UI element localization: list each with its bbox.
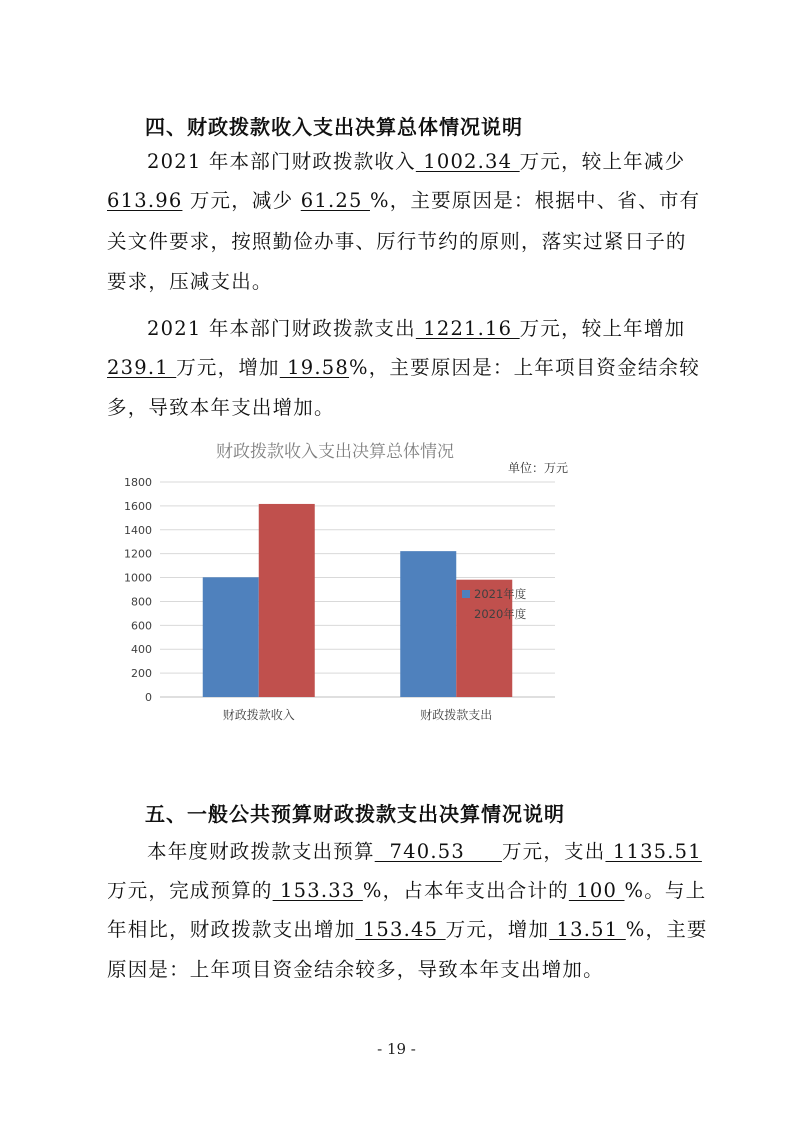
bar — [203, 577, 259, 697]
legend-label: 2020年度 — [474, 607, 527, 621]
y-tick-label: 1600 — [124, 499, 152, 513]
chart-unit-note: 单位：万元 — [507, 461, 568, 475]
section-5-heading: 五、一般公共预算财政拨款支出决算情况说明 — [145, 802, 565, 826]
section-5-line-3 — [107, 914, 708, 942]
x-tick-label: 财政拨款收入 — [222, 708, 295, 722]
text: 万元，较上年减少 — [519, 150, 686, 173]
y-tick-label: 200 — [131, 667, 152, 681]
paragraph-2-line-1 — [147, 313, 685, 341]
text: 万元，支出 — [501, 840, 606, 863]
paragraph-1-line-2 — [107, 185, 700, 213]
section-4-heading: 四、财政拨款收入支出决算总体情况说明 — [145, 115, 523, 139]
text: %，主要 — [625, 918, 708, 941]
y-tick-label: 1200 — [124, 547, 152, 561]
page-number: - 19 - — [377, 1040, 416, 1058]
section-5-line-1 — [147, 836, 702, 864]
y-tick-label: 800 — [131, 595, 152, 609]
y-tick-label: 1400 — [124, 523, 152, 537]
increase-percent: 13.51 — [549, 918, 626, 941]
bar — [259, 504, 315, 697]
chart-title: 财政拨款收入支出决算总体情况 — [216, 442, 454, 462]
text: 2021 年本部门财政拨款支出 — [147, 317, 416, 340]
expense-2021-value: 1221.16 — [415, 317, 520, 340]
y-axis-ticks — [124, 476, 152, 704]
legend-swatch — [462, 610, 470, 618]
paragraph-2-line-2 — [107, 352, 700, 380]
legend-swatch — [462, 590, 470, 598]
bar-chart — [100, 430, 570, 730]
section-5-line-4: 原因是：上年项目资金结余较多，导致本年支出增加。 — [107, 958, 604, 981]
text: 万元，增加 — [445, 918, 550, 941]
paragraph-1-line-1 — [147, 146, 685, 174]
expense-increase-value: 239.1 — [107, 356, 177, 379]
paragraph-1-line-4: 要求，压减支出。 — [107, 270, 273, 293]
paragraph-1-line-3: 关文件要求，按照勤俭办事、厉行节约的原则，落实过紧日子的 — [107, 230, 687, 253]
bar — [400, 551, 456, 697]
income-decrease-value: 613.96 — [107, 189, 183, 212]
y-tick-label: 1000 — [124, 571, 152, 585]
legend-label: 2021年度 — [474, 587, 527, 601]
y-tick-label: 400 — [131, 643, 152, 657]
budget-value: 740.53 — [374, 840, 502, 863]
expense-increase-percent: 19.58 — [279, 356, 349, 379]
increase-value: 153.45 — [355, 918, 446, 941]
expense-value: 1135.51 — [605, 840, 702, 863]
income-decrease-percent: 61.25 — [300, 189, 370, 212]
text: %，主要原因是：根据中、省、市有 — [369, 189, 701, 212]
text: 年相比，财政拨款支出增加 — [107, 918, 356, 941]
paragraph-2-line-3: 多，导致本年支出增加。 — [107, 396, 335, 419]
income-2021-value: 1002.34 — [415, 150, 520, 173]
y-tick-label: 600 — [131, 619, 152, 633]
y-tick-label: 1800 — [124, 476, 152, 489]
text: %，主要原因是：上年项目资金结余较 — [348, 356, 700, 379]
total-share-percent: 100 — [568, 879, 625, 902]
text: 本年度财政拨款支出预算 — [147, 840, 375, 863]
text: 万元，减少 — [182, 189, 301, 212]
text: 2021 年本部门财政拨款收入 — [147, 150, 416, 173]
x-axis-labels — [223, 707, 493, 722]
budget-completion-percent: 153.33 — [272, 879, 363, 902]
text: 万元，完成预算的 — [107, 879, 273, 902]
chart-bars — [203, 504, 513, 697]
text: %，占本年支出合计的 — [362, 879, 569, 902]
section-5-line-2 — [107, 875, 706, 903]
text: 万元，较上年增加 — [519, 317, 686, 340]
x-tick-label: 财政拨款支出 — [420, 708, 493, 722]
text: 万元，增加 — [176, 356, 280, 379]
text: %。与上 — [624, 879, 707, 902]
y-tick-label: 0 — [145, 691, 152, 704]
